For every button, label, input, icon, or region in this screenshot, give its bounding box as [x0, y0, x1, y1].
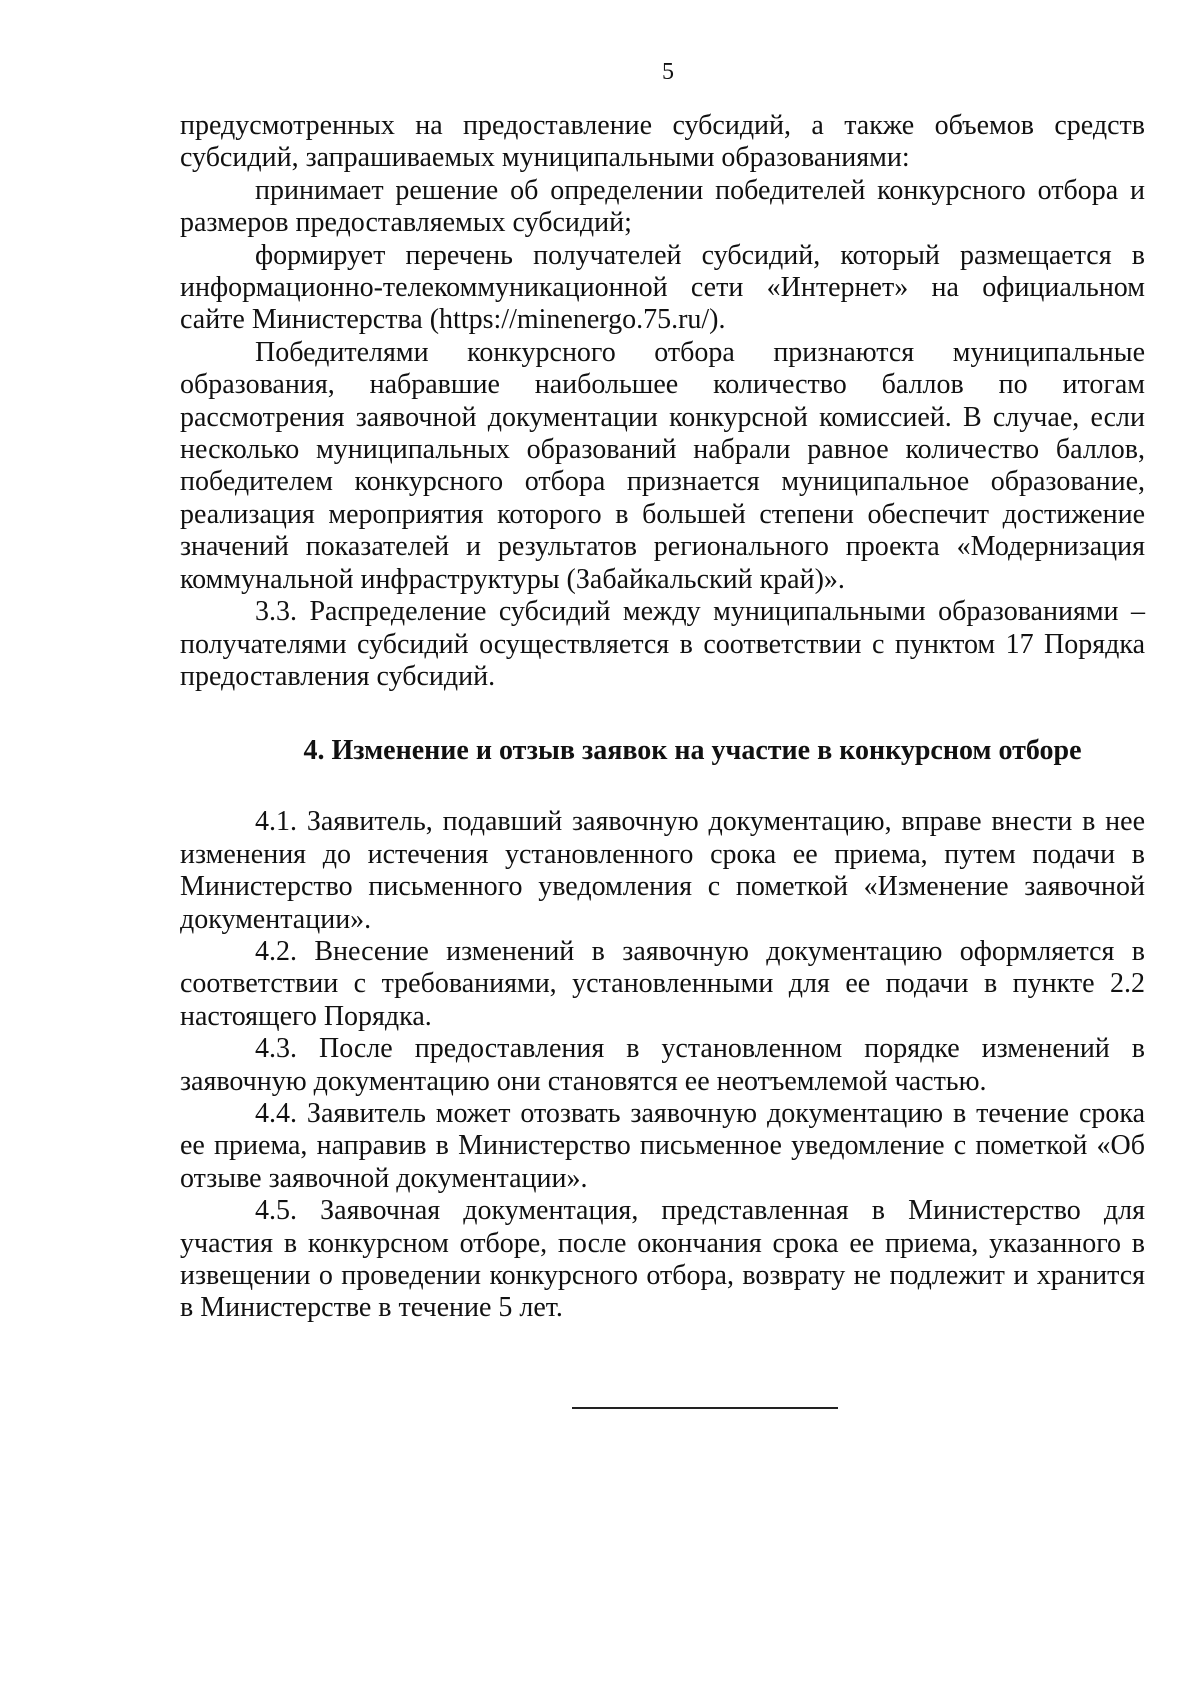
paragraph-continuation: предусмотренных на предоставление субсидий, а также объемов средств субсидий, запрашиваемых муниципальными образованиями:: [180, 110, 1145, 174]
page-number: 5: [662, 59, 674, 85]
paragraph-winners: Победителями конкурсного отбора признаются муниципальные образования, набравшие наибольшее количество баллов по итогам рассмотрения заявочной документации конкурсной комиссией. В случае, если несколько муниципальных образований набрали равное количество баллов, победителем конкурсного отбора признается муниципальное образование, реализация мероприятия которого в большей степени обеспечит достижение значений показателей и результатов регионального проекта «Модернизация коммунальной инфраструктуры (Забайкальский край)».: [180, 336, 1145, 595]
paragraph-4-2: 4.2. Внесение изменений в заявочную документацию оформляется в соответствии с требованиями, установленными для ее подачи в пункте 2.2 настоящего Порядка.: [180, 935, 1145, 1032]
paragraph-4-5: 4.5. Заявочная документация, представленная в Министерство для участия в конкурсном отборе, после окончания срока ее приема, указанного в извещении о проведении конкурсного отбора, возврату не подлежит и хранится в Министерстве в течение 5 лет.: [180, 1195, 1145, 1324]
paragraph-3-3: 3.3. Распределение субсидий между муниципальными образованиями – получателями субсидий осуществляется в соответствии с пунктом 17 Порядка предоставления субсидий.: [180, 596, 1145, 692]
paragraph-recipients-list: формирует перечень получателей субсидий, который размещается в информационно-телекоммуникационной сети «Интернет» на официальном сайте Министерства (https://minenergo.75.ru/).: [180, 239, 1145, 336]
section-heading: 4. Изменение и отзыв заявок на участие в конкурсном отборе: [303, 735, 1082, 767]
paragraph-4-3: 4.3. После предоставления в установленном порядке изменений в заявочную документацию они становятся ее неотъемлемой частью.: [180, 1033, 1145, 1097]
end-divider-line: [572, 1407, 838, 1409]
paragraph-4-4: 4.4. Заявитель может отозвать заявочную документацию в течение срока ее приема, направив в Министерство письменное уведомление с пометкой «Об отзыве заявочной документации».: [180, 1097, 1145, 1194]
paragraph-4-1: 4.1. Заявитель, подавший заявочную документацию, вправе внести в нее изменения до истечения установленного срока ее приема, путем подачи в Министерство письменного уведомления с пометкой «Изменение заявочной документации».: [180, 806, 1145, 935]
paragraph-decision: принимает решение об определении победителей конкурсного отбора и размеров предоставляемых субсидий;: [180, 174, 1145, 239]
document-body: [180, 110, 1145, 1325]
